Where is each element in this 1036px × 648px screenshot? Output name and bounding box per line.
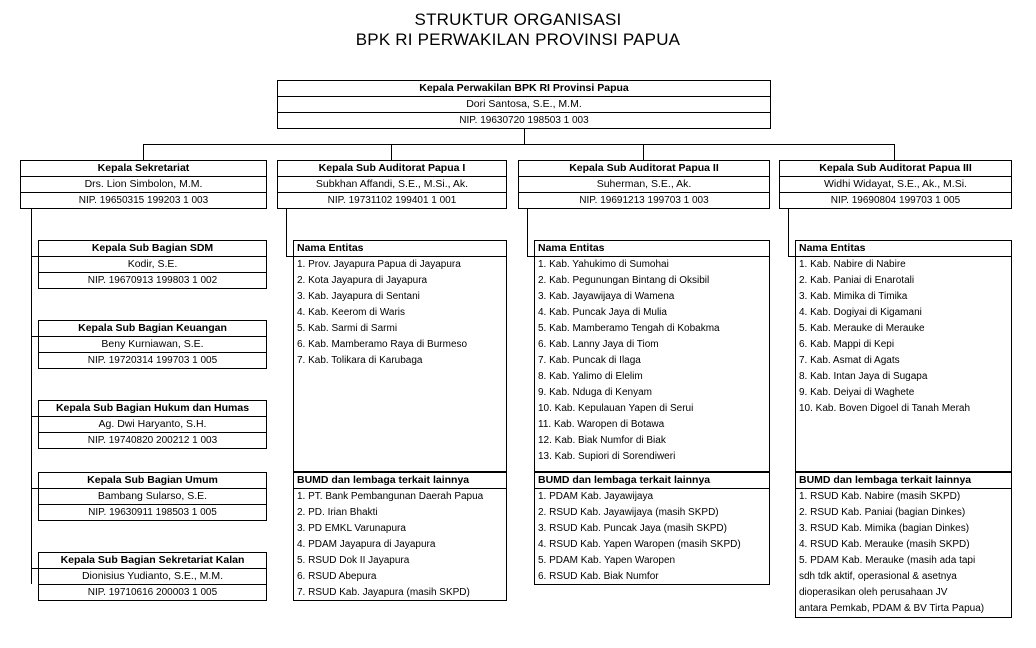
bumd-list bbox=[294, 489, 506, 601]
person-name: Bambang Sularso, S.E. bbox=[39, 489, 266, 505]
subbag-sekretariat-kalan-box bbox=[38, 552, 267, 601]
kepala-subaud-1-box bbox=[277, 160, 507, 209]
list-item: 6. Kab. Mamberamo Raya di Burmeso bbox=[297, 339, 468, 350]
list-item: 4. RSUD Kab. Yapen Waropen (masih SKPD) bbox=[538, 539, 741, 550]
entitas-header: Nama Entitas bbox=[535, 241, 769, 257]
position-title: Kepala Perwakilan BPK RI Provinsi Papua bbox=[278, 81, 770, 97]
entitas-header: Nama Entitas bbox=[796, 241, 1011, 257]
connector-aud1-spine bbox=[286, 208, 287, 256]
list-item: 3. Kab. Mimika di Timika bbox=[799, 291, 908, 302]
kepala-subaud-3-box bbox=[779, 160, 1012, 209]
list-item: 6. RSUD Kab. Biak Numfor bbox=[538, 571, 659, 582]
list-item: 6. RSUD Abepura bbox=[297, 571, 377, 582]
entitas-header: Nama Entitas bbox=[294, 241, 506, 257]
person-name: Dori Santosa, S.E., M.M. bbox=[278, 97, 770, 113]
connector-sekretariat-spine bbox=[31, 208, 32, 584]
person-nip: NIP. 19630911 198503 1 005 bbox=[88, 507, 217, 518]
connector-l2-3 bbox=[643, 144, 644, 160]
aud2-entitas-panel bbox=[534, 240, 770, 472]
list-item: 1. Kab. Nabire di Nabire bbox=[799, 259, 906, 270]
subbag-sdm-box bbox=[38, 240, 267, 289]
list-item: 3. RSUD Kab. Puncak Jaya (masih SKPD) bbox=[538, 523, 727, 534]
kepala-subaud-2-box bbox=[518, 160, 770, 209]
position-title: Kepala Sub Bagian Sekretariat Kalan bbox=[39, 553, 266, 569]
person-name: Drs. Lion Simbolon, M.M. bbox=[21, 177, 266, 193]
connector-l2-1 bbox=[143, 144, 144, 160]
list-item: 1. Kab. Yahukimo di Sumohai bbox=[538, 259, 669, 270]
connector-aud3-spine bbox=[788, 208, 789, 256]
list-item: 2. Kab. Pegunungan Bintang di Oksibil bbox=[538, 275, 710, 286]
chart-title-line-1: STRUKTUR ORGANISASI bbox=[414, 10, 622, 29]
person-nip: NIP. 19670913 199803 1 002 bbox=[87, 275, 218, 286]
connector-aud2-spine bbox=[527, 208, 528, 256]
list-item: 5. Kab. Merauke di Merauke bbox=[799, 323, 925, 334]
list-item: 9. Kab. Deiyai di Waghete bbox=[799, 387, 915, 398]
list-item: 7. Kab. Asmat di Agats bbox=[799, 355, 900, 366]
list-item: 3. Kab. Jayawijaya di Wamena bbox=[538, 291, 675, 302]
list-item: 5. PDAM Kab. Yapen Waropen bbox=[538, 555, 676, 566]
list-item: 4. Kab. Puncak Jaya di Mulia bbox=[538, 307, 667, 318]
bumd-header: BUMD dan lembaga terkait lainnya bbox=[535, 473, 769, 489]
bumd-list bbox=[535, 489, 769, 585]
person-nip: NIP. 19630720 198503 1 003 bbox=[459, 115, 589, 126]
position-title: Kepala Sub Bagian Hukum dan Humas bbox=[39, 401, 266, 417]
list-item: 2. RSUD Kab. Jayawijaya (masih SKPD) bbox=[538, 507, 719, 518]
list-item: 9. Kab. Nduga di Kenyam bbox=[538, 387, 652, 398]
position-title: Kepala Sub Bagian Umum bbox=[39, 473, 266, 489]
connector-subbag-4 bbox=[31, 488, 38, 489]
person-nip: NIP. 19720314 199703 1 005 bbox=[87, 355, 218, 366]
list-item: 1. PDAM Kab. Jayawijaya bbox=[538, 491, 654, 502]
connector-subbag-2 bbox=[31, 336, 38, 337]
position-title: Kepala Sub Bagian Keuangan bbox=[39, 321, 266, 337]
list-item: 2. RSUD Kab. Paniai (bagian Dinkes) bbox=[799, 507, 966, 518]
list-item: 10. Kab. Boven Digoel di Tanah Merah bbox=[799, 403, 971, 414]
list-item: 4. Kab. Dogiyai di Kigamani bbox=[799, 307, 922, 318]
person-name: Dionisius Yudianto, S.E., M.M. bbox=[39, 569, 266, 585]
aud1-bumd-panel bbox=[293, 472, 507, 601]
subbag-umum-box bbox=[38, 472, 267, 521]
person-name: Subkhan Affandi, S.E., M.Si., Ak. bbox=[278, 177, 506, 193]
connector-l2-4 bbox=[894, 144, 895, 160]
entitas-list bbox=[294, 257, 506, 369]
list-item: 4. Kab. Keerom di Waris bbox=[297, 307, 406, 318]
person-name: Kodir, S.E. bbox=[39, 257, 266, 273]
list-item: 5. Kab. Sarmi di Sarmi bbox=[297, 323, 398, 334]
list-item: 11. Kab. Waropen di Botawa bbox=[538, 419, 665, 430]
bumd-header: BUMD dan lembaga terkait lainnya bbox=[294, 473, 506, 489]
list-item: 6. Kab. Lanny Jaya di Tiom bbox=[538, 339, 659, 350]
list-item: 12. Kab. Biak Numfor di Biak bbox=[538, 435, 666, 446]
person-nip: NIP. 19650315 199203 1 003 bbox=[78, 195, 209, 206]
connector-aud3-arm bbox=[788, 256, 795, 257]
position-title: Kepala Sub Bagian SDM bbox=[39, 241, 266, 257]
person-name: Suherman, S.E., Ak. bbox=[519, 177, 769, 193]
list-item: sdh tdk aktif, operasional & asetnya bbox=[799, 571, 957, 582]
list-item: 2. Kab. Paniai di Enarotali bbox=[799, 275, 915, 286]
list-item: 1. PT. Bank Pembangunan Daerah Papua bbox=[297, 491, 484, 502]
person-nip: NIP. 19731102 199401 1 001 bbox=[327, 195, 457, 206]
list-item: 4. RSUD Kab. Merauke (masih SKPD) bbox=[799, 539, 970, 550]
position-title: Kepala Sub Auditorat Papua I bbox=[278, 161, 506, 177]
person-nip: NIP. 19710616 200003 1 005 bbox=[87, 587, 218, 598]
bumd-header: BUMD dan lembaga terkait lainnya bbox=[796, 473, 1011, 489]
person-nip: NIP. 19690804 199703 1 005 bbox=[830, 195, 961, 206]
list-item: dioperasikan oleh perusahaan JV bbox=[799, 587, 948, 598]
list-item: 3. PD EMKL Varunapura bbox=[297, 523, 406, 534]
list-item: 10. Kab. Kepulauan Yapen di Serui bbox=[538, 403, 694, 414]
list-item: 7. Kab. Puncak di Ilaga bbox=[538, 355, 641, 366]
list-item: 1. Prov. Jayapura Papua di Jayapura bbox=[297, 259, 461, 270]
list-item: 6. Kab. Mappi di Kepi bbox=[799, 339, 895, 350]
kepala-perwakilan-box bbox=[277, 80, 771, 129]
list-item: 7. Kab. Tolikara di Karubaga bbox=[297, 355, 423, 366]
list-item: 4. PDAM Jayapura di Jayapura bbox=[297, 539, 436, 550]
position-title: Kepala Sub Auditorat Papua II bbox=[519, 161, 769, 177]
list-item: 2. Kota Jayapura di Jayapura bbox=[297, 275, 428, 286]
person-name: Ag. Dwi Haryanto, S.H. bbox=[39, 417, 266, 433]
list-item: 5. PDAM Kab. Merauke (masih ada tapi bbox=[799, 555, 976, 566]
aud2-bumd-panel bbox=[534, 472, 770, 585]
person-nip: NIP. 19740820 200212 1 003 bbox=[87, 435, 218, 446]
connector-aud2-arm bbox=[527, 256, 534, 257]
aud1-entitas-panel bbox=[293, 240, 507, 472]
position-title: Kepala Sekretariat bbox=[21, 161, 266, 177]
entitas-list bbox=[535, 257, 769, 465]
list-item: 1. RSUD Kab. Nabire (masih SKPD) bbox=[799, 491, 961, 502]
connector-subbag-1 bbox=[31, 256, 38, 257]
connector-subbag-5 bbox=[31, 568, 38, 569]
person-name: Widhi Widayat, S.E., Ak., M.Si. bbox=[780, 177, 1011, 193]
aud3-bumd-panel bbox=[795, 472, 1012, 618]
list-item: 3. RSUD Kab. Mimika (bagian Dinkes) bbox=[799, 523, 970, 534]
person-nip: NIP. 19691213 199703 1 003 bbox=[579, 195, 709, 206]
list-item: 2. PD. Irian Bhakti bbox=[297, 507, 378, 518]
aud3-entitas-panel bbox=[795, 240, 1012, 472]
connector-aud1-arm bbox=[286, 256, 293, 257]
connector-subbag-3 bbox=[31, 416, 38, 417]
list-item: 7. RSUD Kab. Jayapura (masih SKPD) bbox=[297, 587, 470, 598]
connector-head-down bbox=[524, 128, 525, 144]
bumd-list bbox=[796, 489, 1011, 617]
connector-level2-bar bbox=[143, 144, 895, 145]
list-item: 8. Kab. Yalimo di Elelim bbox=[538, 371, 643, 382]
chart-title-line-2: BPK RI PERWAKILAN PROVINSI PAPUA bbox=[355, 30, 681, 49]
kepala-sekretariat-box bbox=[20, 160, 267, 209]
list-item: 13. Kab. Supiori di Sorendiweri bbox=[538, 451, 676, 462]
list-item: 8. Kab. Intan Jaya di Sugapa bbox=[799, 371, 928, 382]
person-name: Beny Kurniawan, S.E. bbox=[39, 337, 266, 353]
list-item: antara Pemkab, PDAM & BV Tirta Papua) bbox=[799, 603, 985, 614]
list-item: 3. Kab. Jayapura di Sentani bbox=[297, 291, 420, 302]
connector-l2-2 bbox=[391, 144, 392, 160]
subbag-hukum-humas-box bbox=[38, 400, 267, 449]
subbag-keuangan-box bbox=[38, 320, 267, 369]
list-item: 5. RSUD Dok II Jayapura bbox=[297, 555, 410, 566]
list-item: 5. Kab. Mamberamo Tengah di Kobakma bbox=[538, 323, 720, 334]
entitas-list bbox=[796, 257, 1011, 417]
position-title: Kepala Sub Auditorat Papua III bbox=[780, 161, 1011, 177]
